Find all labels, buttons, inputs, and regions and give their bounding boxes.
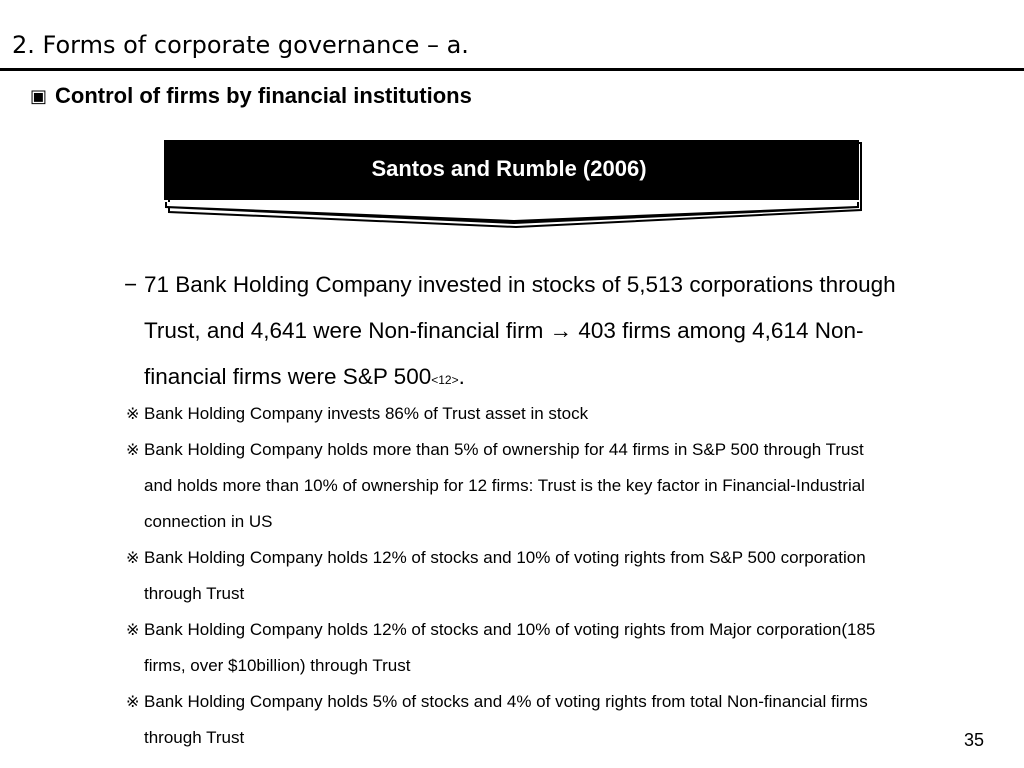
note-line: Bank Holding Company holds 5% of stocks and 4% of voting rights from total Non-financial firms [144,692,868,711]
note-item [126,396,1016,432]
main-point-line-2: Trust, and 4,641 were Non-financial firm → 403 firms among 4,614 Non- [144,318,864,343]
dash-bullet-icon: − [124,272,138,297]
main-point-line-3: financial firms were S&P 500 [144,364,432,389]
main-point-end: . [458,364,465,389]
main-point-line-1: 71 Bank Holding Company invested in stocks of 5,513 corporations through [144,272,896,297]
banner-label: Santos and Rumble (2006) [371,156,647,181]
reference-mark-icon: ※ [126,692,140,711]
page-number: 35 [964,730,985,750]
note-item [126,612,1016,684]
note-line: and holds more than 10% of ownership for 12 firms: Trust is the key factor in Financial-Industrial [144,476,865,495]
square-bullet-icon: ▣ [30,86,48,107]
reference-marker: <12> [431,373,459,387]
note-line: firms, over $10billion) through Trust [144,656,411,675]
note-line: Bank Holding Company holds 12% of stocks and 10% of voting rights from Major corporation(185 [144,620,876,639]
reference-mark-icon: ※ [126,404,140,423]
note-line: through Trust [144,584,245,603]
reference-mark-icon: ※ [126,548,140,567]
note-line: Bank Holding Company invests 86% of Trust asset in stock [144,404,589,423]
note-item [126,432,1016,540]
notes-list [126,396,1016,756]
note-line: Bank Holding Company holds more than 5% of ownership for 44 firms in S&P 500 through Trust [144,440,864,459]
reference-mark-icon: ※ [126,620,140,639]
note-line: through Trust [144,728,245,747]
note-line: Bank Holding Company holds 12% of stocks and 10% of voting rights from S&P 500 corporation [144,548,866,567]
section-heading-text: Control of firms by financial institutions [55,83,472,108]
slide-title: 2. Forms of corporate governance – a. [12,31,469,59]
title-divider [0,68,1024,71]
note-item [126,684,1016,756]
reference-mark-icon: ※ [126,440,140,459]
note-item [126,540,1016,612]
source-banner [164,140,864,230]
section-heading [30,82,472,112]
note-line: connection in US [144,512,273,531]
main-point [124,262,1014,403]
